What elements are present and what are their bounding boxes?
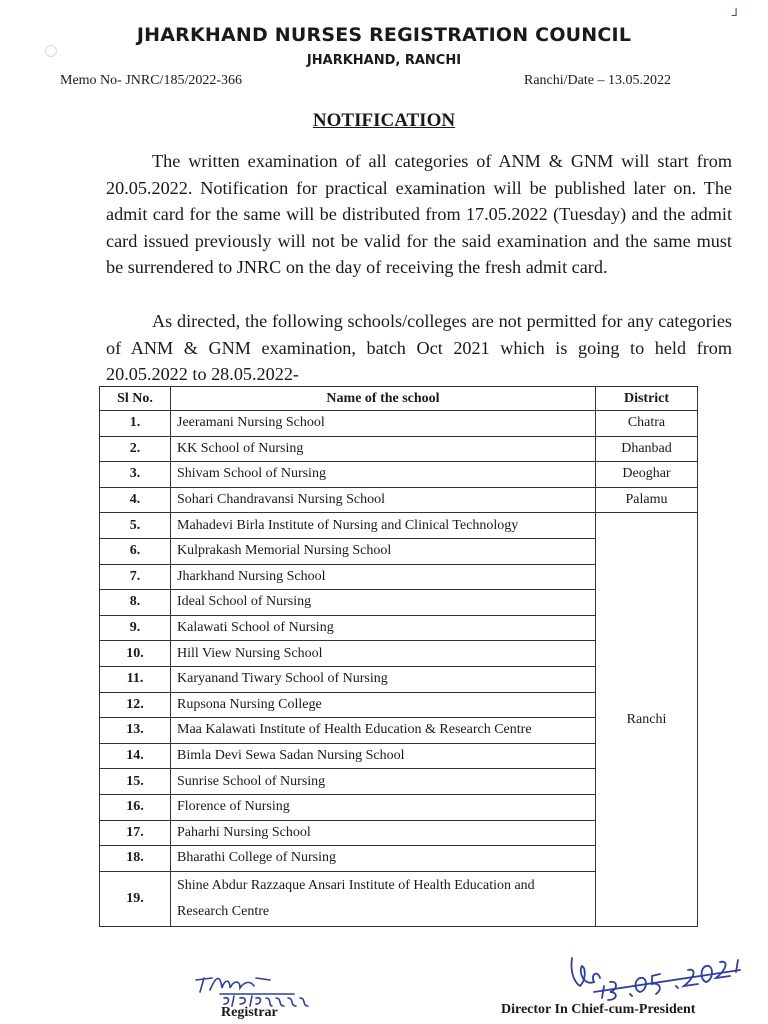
row-school-name: Ideal School of Nursing	[171, 590, 596, 616]
row-district: Dhanbad	[596, 436, 698, 462]
director-label: Director In Chief-cum-President	[501, 1002, 696, 1017]
row-sl: 5.	[100, 513, 171, 539]
row-sl: 8.	[100, 590, 171, 616]
row-school-name: Hill View Nursing School	[171, 641, 596, 667]
notification-heading: NOTIFICATION	[312, 110, 456, 131]
row-school-name: Karyanand Tiwary School of Nursing	[171, 666, 596, 692]
row-school-name: Shivam School of Nursing	[171, 462, 596, 488]
row-district: Deoghar	[596, 462, 698, 488]
memo-number: Memo No- JNRC/185/2022-366	[60, 73, 242, 88]
header-sl-no: Sl No.	[100, 387, 171, 411]
registrar-signature	[190, 968, 330, 1010]
row-sl: 1.	[100, 411, 171, 437]
table-row	[100, 513, 698, 539]
paragraph-not-permitted	[106, 308, 732, 388]
row-sl: 3.	[100, 462, 171, 488]
row-school-name: Kalawati School of Nursing	[171, 615, 596, 641]
row-school-name: Maa Kalawati Institute of Health Education & Research Centre	[171, 718, 596, 744]
table-row	[100, 462, 698, 488]
row-school-name: Florence of Nursing	[171, 794, 596, 820]
row-sl: 11.	[100, 666, 171, 692]
row-school-name: Kulprakash Memorial Nursing School	[171, 538, 596, 564]
paragraph-text: The written examination of all categories of ANM & GNM will start from 20.05.2022. Notification for practical examination will be published later on. The admit card for the same will be distributed from 17.05.2022 (Tuesday) and the admit card issued previously will not be valid for the said examination and the same must be surrendered to JNRC on the day of receiving the fresh admit card.	[106, 151, 732, 278]
table-header-row	[100, 387, 698, 411]
row-school-name: Jharkhand Nursing School	[171, 564, 596, 590]
table-row	[100, 411, 698, 437]
row-sl: 10.	[100, 641, 171, 667]
row-sl: 17.	[100, 820, 171, 846]
row-school-name: KK School of Nursing	[171, 436, 596, 462]
paragraph-exam-schedule	[106, 148, 732, 281]
row-sl: 14.	[100, 743, 171, 769]
row-school-name: Shine Abdur Razzaque Ansari Institute of Health Education and Research Centre	[171, 871, 596, 926]
row-district: Palamu	[596, 487, 698, 513]
table-row	[100, 487, 698, 513]
row-sl: 16.	[100, 794, 171, 820]
row-sl: 4.	[100, 487, 171, 513]
row-sl: 6.	[100, 538, 171, 564]
row-sl: 12.	[100, 692, 171, 718]
row-sl: 15.	[100, 769, 171, 795]
row-district: Chatra	[596, 411, 698, 437]
row-school-name: Bharathi College of Nursing	[171, 846, 596, 872]
row-school-name: Sohari Chandravansi Nursing School	[171, 487, 596, 513]
director-signature	[560, 952, 760, 1004]
table-row	[100, 436, 698, 462]
row-sl: 13.	[100, 718, 171, 744]
council-title: JHARKHAND NURSES REGISTRATION COUNCIL	[136, 24, 632, 46]
row-school-name: Bimla Devi Sewa Sadan Nursing School	[171, 743, 596, 769]
row-sl: 19.	[100, 871, 171, 926]
row-sl: 18.	[100, 846, 171, 872]
row-school-name: Paharhi Nursing School	[171, 820, 596, 846]
council-location: JHARKHAND, RANCHI	[306, 53, 462, 68]
notice-date: Ranchi/Date – 13.05.2022	[524, 73, 671, 88]
header-district: District	[596, 387, 698, 411]
paragraph-text: As directed, the following schools/colleges are not permitted for any categories of ANM & GNM examination, batch Oct 2021 which is going to held from 20.05.2022 to 28.05.2022-	[106, 311, 732, 385]
row-school-name: Jeeramani Nursing School	[171, 411, 596, 437]
row-school-name: Sunrise School of Nursing	[171, 769, 596, 795]
header-school-name: Name of the school	[171, 387, 596, 411]
row-school-name: Mahadevi Birla Institute of Nursing and Clinical Technology	[171, 513, 596, 539]
row-sl: 9.	[100, 615, 171, 641]
row-district-merged: Ranchi	[596, 513, 698, 926]
row-sl: 7.	[100, 564, 171, 590]
row-sl: 2.	[100, 436, 171, 462]
row-school-name: Rupsona Nursing College	[171, 692, 596, 718]
registrar-label: Registrar	[221, 1005, 278, 1020]
not-permitted-schools-table	[99, 386, 698, 927]
corner-mark: ᒧ	[731, 7, 738, 19]
